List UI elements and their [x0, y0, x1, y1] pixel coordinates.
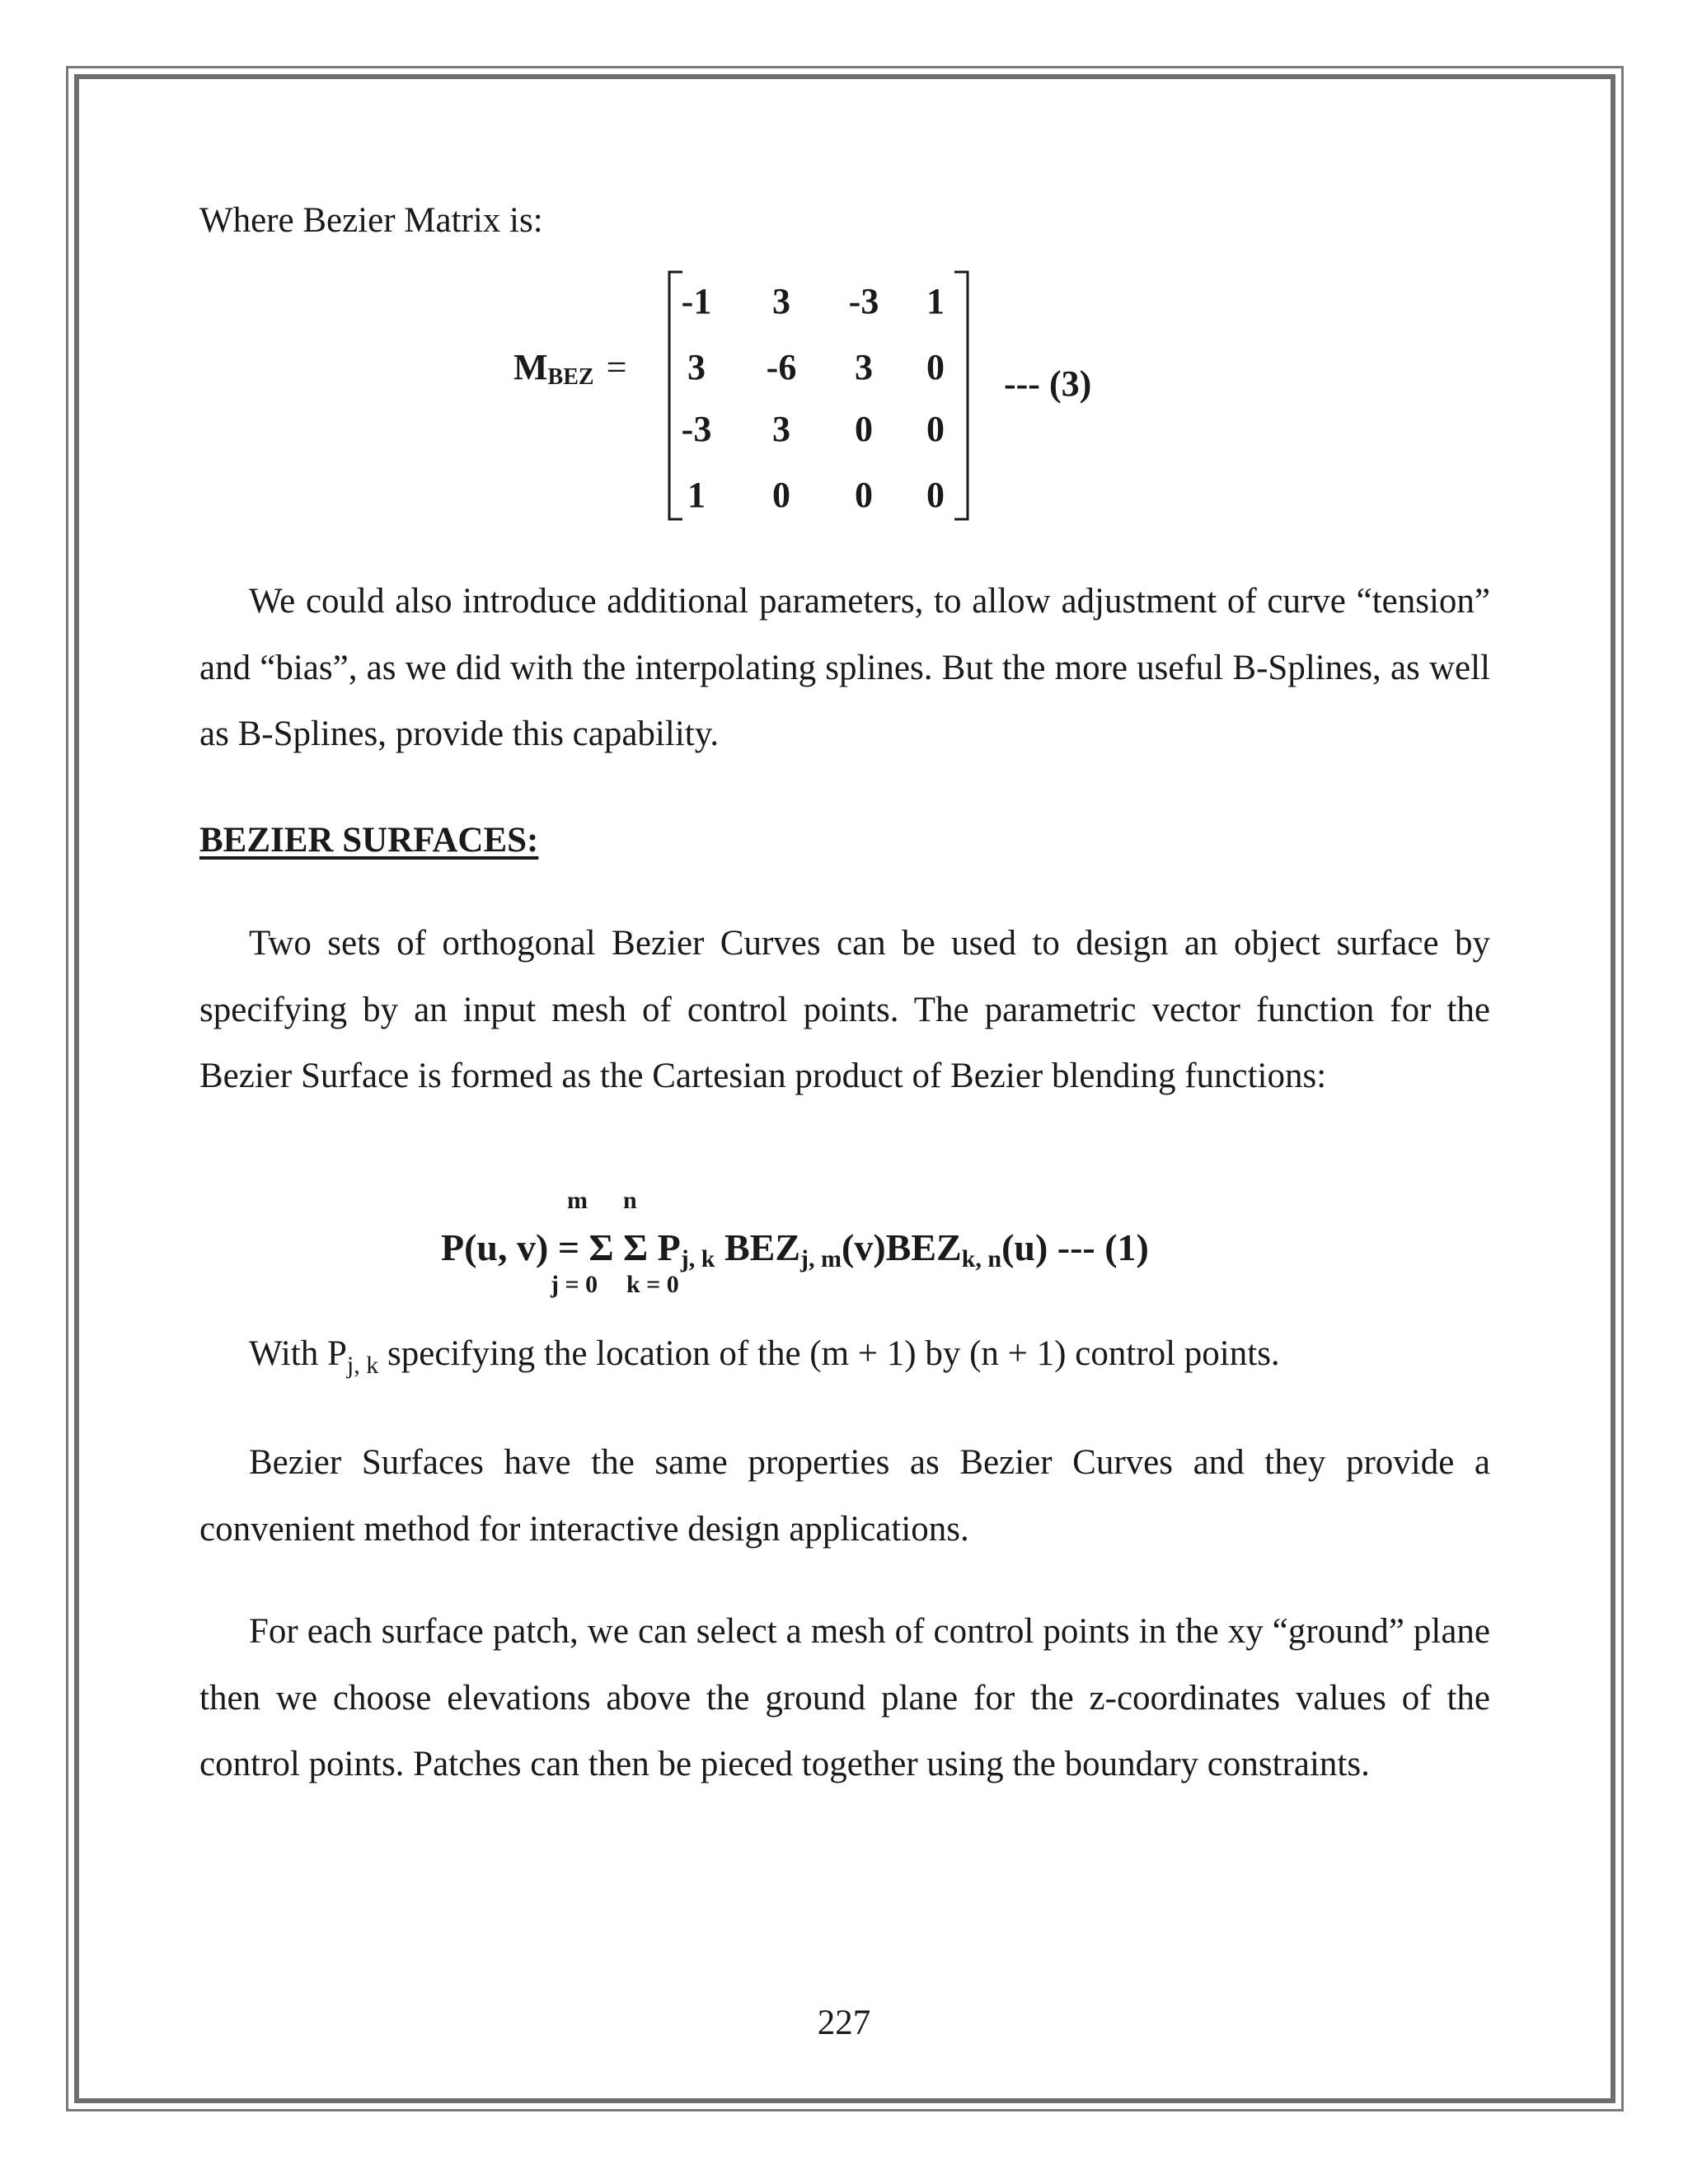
formula-bezier-surface: [441, 1226, 1149, 1273]
matrix-cell: -1: [681, 281, 712, 321]
formula-upper-m: m: [567, 1187, 588, 1214]
matrix-equals: =: [606, 347, 627, 387]
matrix-cell: 3: [772, 281, 790, 321]
matrix-cell: 0: [926, 475, 945, 515]
formula-upper-n: n: [623, 1187, 637, 1214]
formula-lower-j: j = 0: [551, 1271, 598, 1298]
with-line-before: With P: [249, 1334, 347, 1373]
section-heading: BEZIER SURFACES:: [199, 821, 539, 860]
with-line: [199, 1321, 1490, 1399]
paragraph-3-text: Bezier Surfaces have the same properties as Bezier Curves and they provide a convenient method for interactive design applications.: [199, 1443, 1490, 1549]
matrix-cell: 1: [687, 475, 706, 515]
paragraph-2: [199, 911, 1490, 1110]
matrix-cell: 0: [855, 475, 873, 515]
matrix-cell: -6: [766, 347, 797, 387]
formula-tail: (u) --- (1): [1001, 1226, 1149, 1268]
page-number: 227: [817, 2004, 871, 2042]
with-line-after: specifying the location of the (m + 1) by (n + 1) control points.: [378, 1334, 1280, 1373]
matrix-cell: 3: [687, 347, 706, 387]
formula-bez1-sub: j, m: [800, 1245, 842, 1272]
matrix-cell: -3: [848, 281, 879, 321]
with-line-sub: j, k: [346, 1352, 379, 1379]
formula-lhs: P(u, v) = Σ Σ P: [441, 1226, 681, 1268]
matrix-cell: 3: [772, 409, 790, 449]
matrix-symbol: M: [513, 347, 548, 387]
paragraph-4: [199, 1599, 1490, 1798]
matrix-cell: 0: [926, 347, 945, 387]
paragraph-1-text: We could also introduce additional parameters, to allow adjustment of curve “tension” and “bias”, as we did with the interpolating splines. But the more useful B-Splines, as well as B-Splines, provide this capability.: [199, 582, 1490, 753]
matrix-cell: -3: [681, 409, 712, 449]
equation-number-3: --- (3): [1004, 363, 1092, 404]
formula-p-sub: j, k: [680, 1245, 715, 1272]
intro-line: Where Bezier Matrix is:: [199, 201, 543, 240]
matrix-cell: 0: [926, 409, 945, 449]
formula-mid: (v)BEZ: [842, 1226, 962, 1268]
formula-bez1: BEZ: [715, 1226, 801, 1268]
paragraph-4-text: For each surface patch, we can select a mesh of control points in the xy “ground” plane then we choose elevations above the ground plane for the z-coordinates values of the control points. Patches can then be pieced together using the boundary constraints.: [199, 1612, 1490, 1783]
matrix-cell: 1: [926, 281, 945, 321]
formula-bez2-sub: k, n: [961, 1245, 1002, 1272]
paragraph-1: [199, 569, 1490, 768]
formula-lower-k: k = 0: [626, 1271, 679, 1298]
matrix-subscript: BEZ: [547, 364, 594, 390]
matrix-cell: 3: [855, 347, 873, 387]
matrix-cell: 0: [772, 475, 790, 515]
matrix-cell: 0: [855, 409, 873, 449]
paragraph-3: [199, 1430, 1490, 1563]
paragraph-2-text: Two sets of orthogonal Bezier Curves can be used to design an object surface by specifying by an input mesh of control points. The parametric vector function for the Bezier Surface is formed as the Cartesian product of Bezier blending functions:: [199, 924, 1490, 1095]
